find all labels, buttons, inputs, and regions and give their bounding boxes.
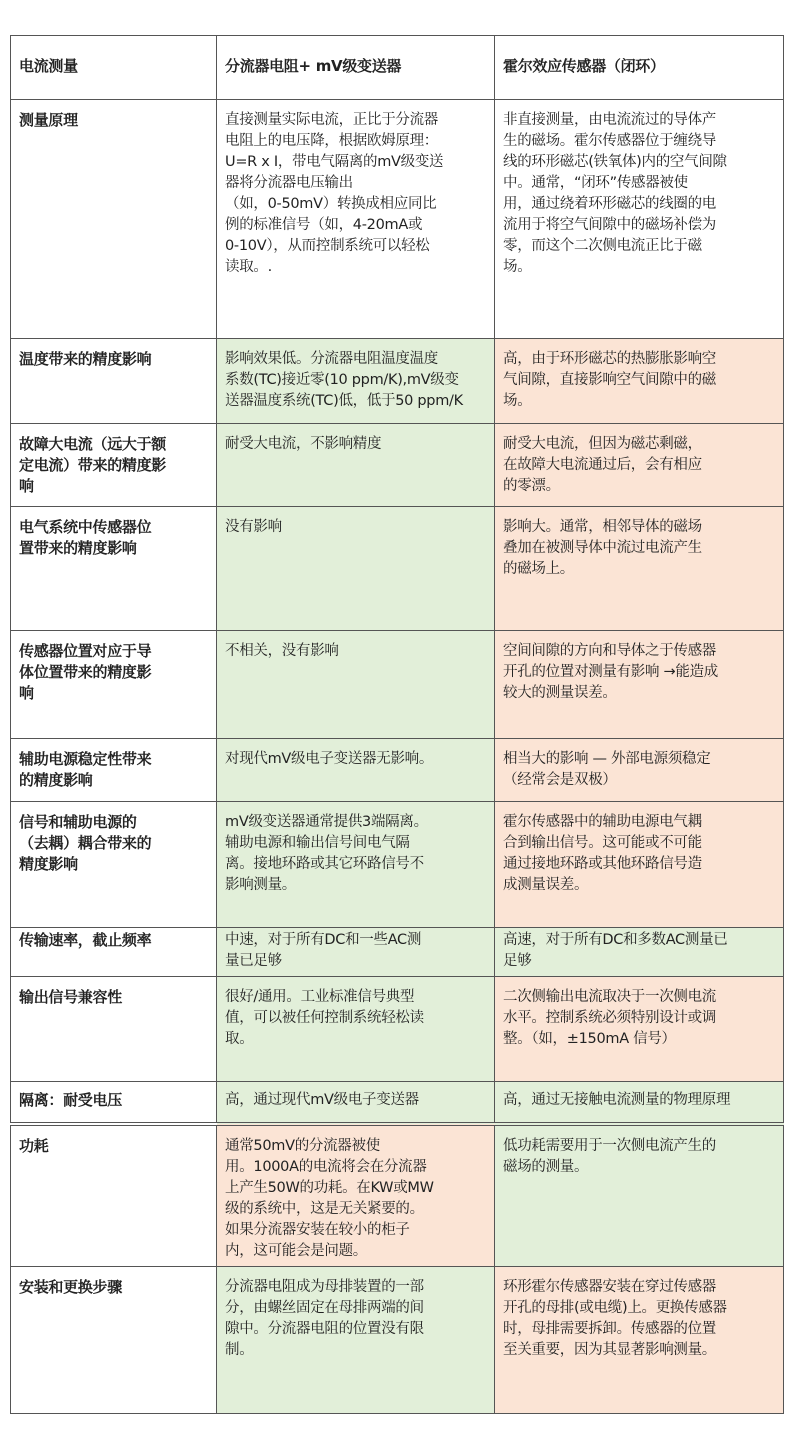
table-row — [11, 424, 784, 507]
table-row — [11, 1082, 784, 1124]
hall-cell: 霍尔传感器中的辅助电源电气耦 合到输出信号。这可能或不可能 通过接地环路或其他环路信号造 成测量误差。 — [495, 802, 784, 928]
header-hall: 霍尔效应传感器（闭环） — [495, 36, 784, 100]
shunt-cell: 没有影响 — [217, 507, 495, 631]
hall-cell: 环形霍尔传感器安装在穿过传感器 开孔的母排(或电缆)上。更换传感器 时，母排需要拆卸。传感器的位置 至关重要，因为其显著影响测量。 — [495, 1267, 784, 1414]
table-row — [11, 507, 784, 631]
table-row — [11, 100, 784, 339]
shunt-cell: 中速，对于所有DC和一些AC测 量已足够 — [217, 928, 495, 977]
table-row — [11, 928, 784, 977]
shunt-cell: mV级变送器通常提供3端隔离。 辅助电源和输出信号间电气隔 离。接地环路或其它环路信号不 影响测量。 — [217, 802, 495, 928]
table-row — [11, 1267, 784, 1414]
shunt-cell: 很好/通用。工业标准信号典型 值，可以被任何控制系统轻松读 取。 — [217, 977, 495, 1082]
row-label: 传感器位置对应于导 体位置带来的精度影 响 — [11, 631, 217, 739]
row-label: 安装和更换步骤 — [11, 1267, 217, 1414]
hall-cell: 相当大的影响 — 外部电源须稳定 （经常会是双极） — [495, 739, 784, 802]
hall-cell: 低功耗需要用于一次侧电流产生的 磁场的测量。 — [495, 1124, 784, 1267]
row-label: 隔离：耐受电压 — [11, 1082, 217, 1124]
row-label: 电气系统中传感器位 置带来的精度影响 — [11, 507, 217, 631]
row-label: 故障大电流（远大于额 定电流）带来的精度影 响 — [11, 424, 217, 507]
header-row — [11, 36, 784, 100]
hall-cell: 空间间隙的方向和导体之于传感器 开孔的位置对测量有影响 →能造成 较大的测量误差。 — [495, 631, 784, 739]
row-label: 功耗 — [11, 1124, 217, 1267]
row-label: 传输速率，截止频率 — [11, 928, 217, 977]
table-row — [11, 631, 784, 739]
shunt-cell: 高，通过现代mV级电子变送器 — [217, 1082, 495, 1124]
row-label: 信号和辅助电源的 （去耦）耦合带来的 精度影响 — [11, 802, 217, 928]
row-label: 温度带来的精度影响 — [11, 339, 217, 424]
shunt-cell: 影响效果低。分流器电阻温度温度 系数(TC)接近零(10 ppm/K),mV级变 送器温度系统(TC)低，低于50 ppm/K — [217, 339, 495, 424]
comparison-table — [10, 35, 784, 1414]
table-row — [11, 1124, 784, 1267]
table-row — [11, 339, 784, 424]
table-row — [11, 977, 784, 1082]
table-row — [11, 739, 784, 802]
hall-cell: 二次侧输出电流取决于一次侧电流 水平。控制系统必须特别设计或调 整。（如，±150mA 信号） — [495, 977, 784, 1082]
hall-cell: 耐受大电流，但因为磁芯剩磁， 在故障大电流通过后，会有相应 的零漂。 — [495, 424, 784, 507]
shunt-cell: 通常50mV的分流器被使 用。1000A的电流将会在分流器 上产生50W的功耗。在KW或MW 级的系统中，这是无关紧要的。 如果分流器安装在较小的柜子 内，这可能会是问题。 — [217, 1124, 495, 1267]
shunt-cell: 对现代mV级电子变送器无影响。 — [217, 739, 495, 802]
hall-cell: 影响大。通常，相邻导体的磁场 叠加在被测导体中流过电流产生 的磁场上。 — [495, 507, 784, 631]
row-label: 输出信号兼容性 — [11, 977, 217, 1082]
shunt-cell: 耐受大电流，不影响精度 — [217, 424, 495, 507]
row-label: 辅助电源稳定性带来 的精度影响 — [11, 739, 217, 802]
shunt-cell: 分流器电阻成为母排装置的一部 分，由螺丝固定在母排两端的间 隙中。分流器电阻的位置没有限 制。 — [217, 1267, 495, 1414]
row-label: 测量原理 — [11, 100, 217, 339]
header-shunt: 分流器电阻+ mV级变送器 — [217, 36, 495, 100]
shunt-cell: 不相关，没有影响 — [217, 631, 495, 739]
hall-cell: 非直接测量，由电流流过的导体产 生的磁场。霍尔传感器位于缠绕导 线的环形磁芯(铁氧体)内的空气间隙 中。通常，“闭环”传感器被使 用，通过绕着环形磁芯的线圈的电 流用于将空气间隙中的磁场补偿为 零，而这个二次侧电流正比于磁 场。 — [495, 100, 784, 339]
hall-cell: 高速，对于所有DC和多数AC测量已 足够 — [495, 928, 784, 977]
hall-cell: 高，由于环形磁芯的热膨胀影响空 气间隙，直接影响空气间隙中的磁 场。 — [495, 339, 784, 424]
header-measurement: 电流测量 — [11, 36, 217, 100]
hall-cell: 高，通过无接触电流测量的物理原理 — [495, 1082, 784, 1124]
table-row — [11, 802, 784, 928]
shunt-cell: 直接测量实际电流，正比于分流器 电阻上的电压降，根据欧姆原理： U=R x I，带电气隔离的mV级变送 器将分流器电压输出 （如，0-50mV）转换成相应同比 例的标准信号（如，4-20mA或 0-10V），从而控制系统可以轻松 读取。. — [217, 100, 495, 339]
